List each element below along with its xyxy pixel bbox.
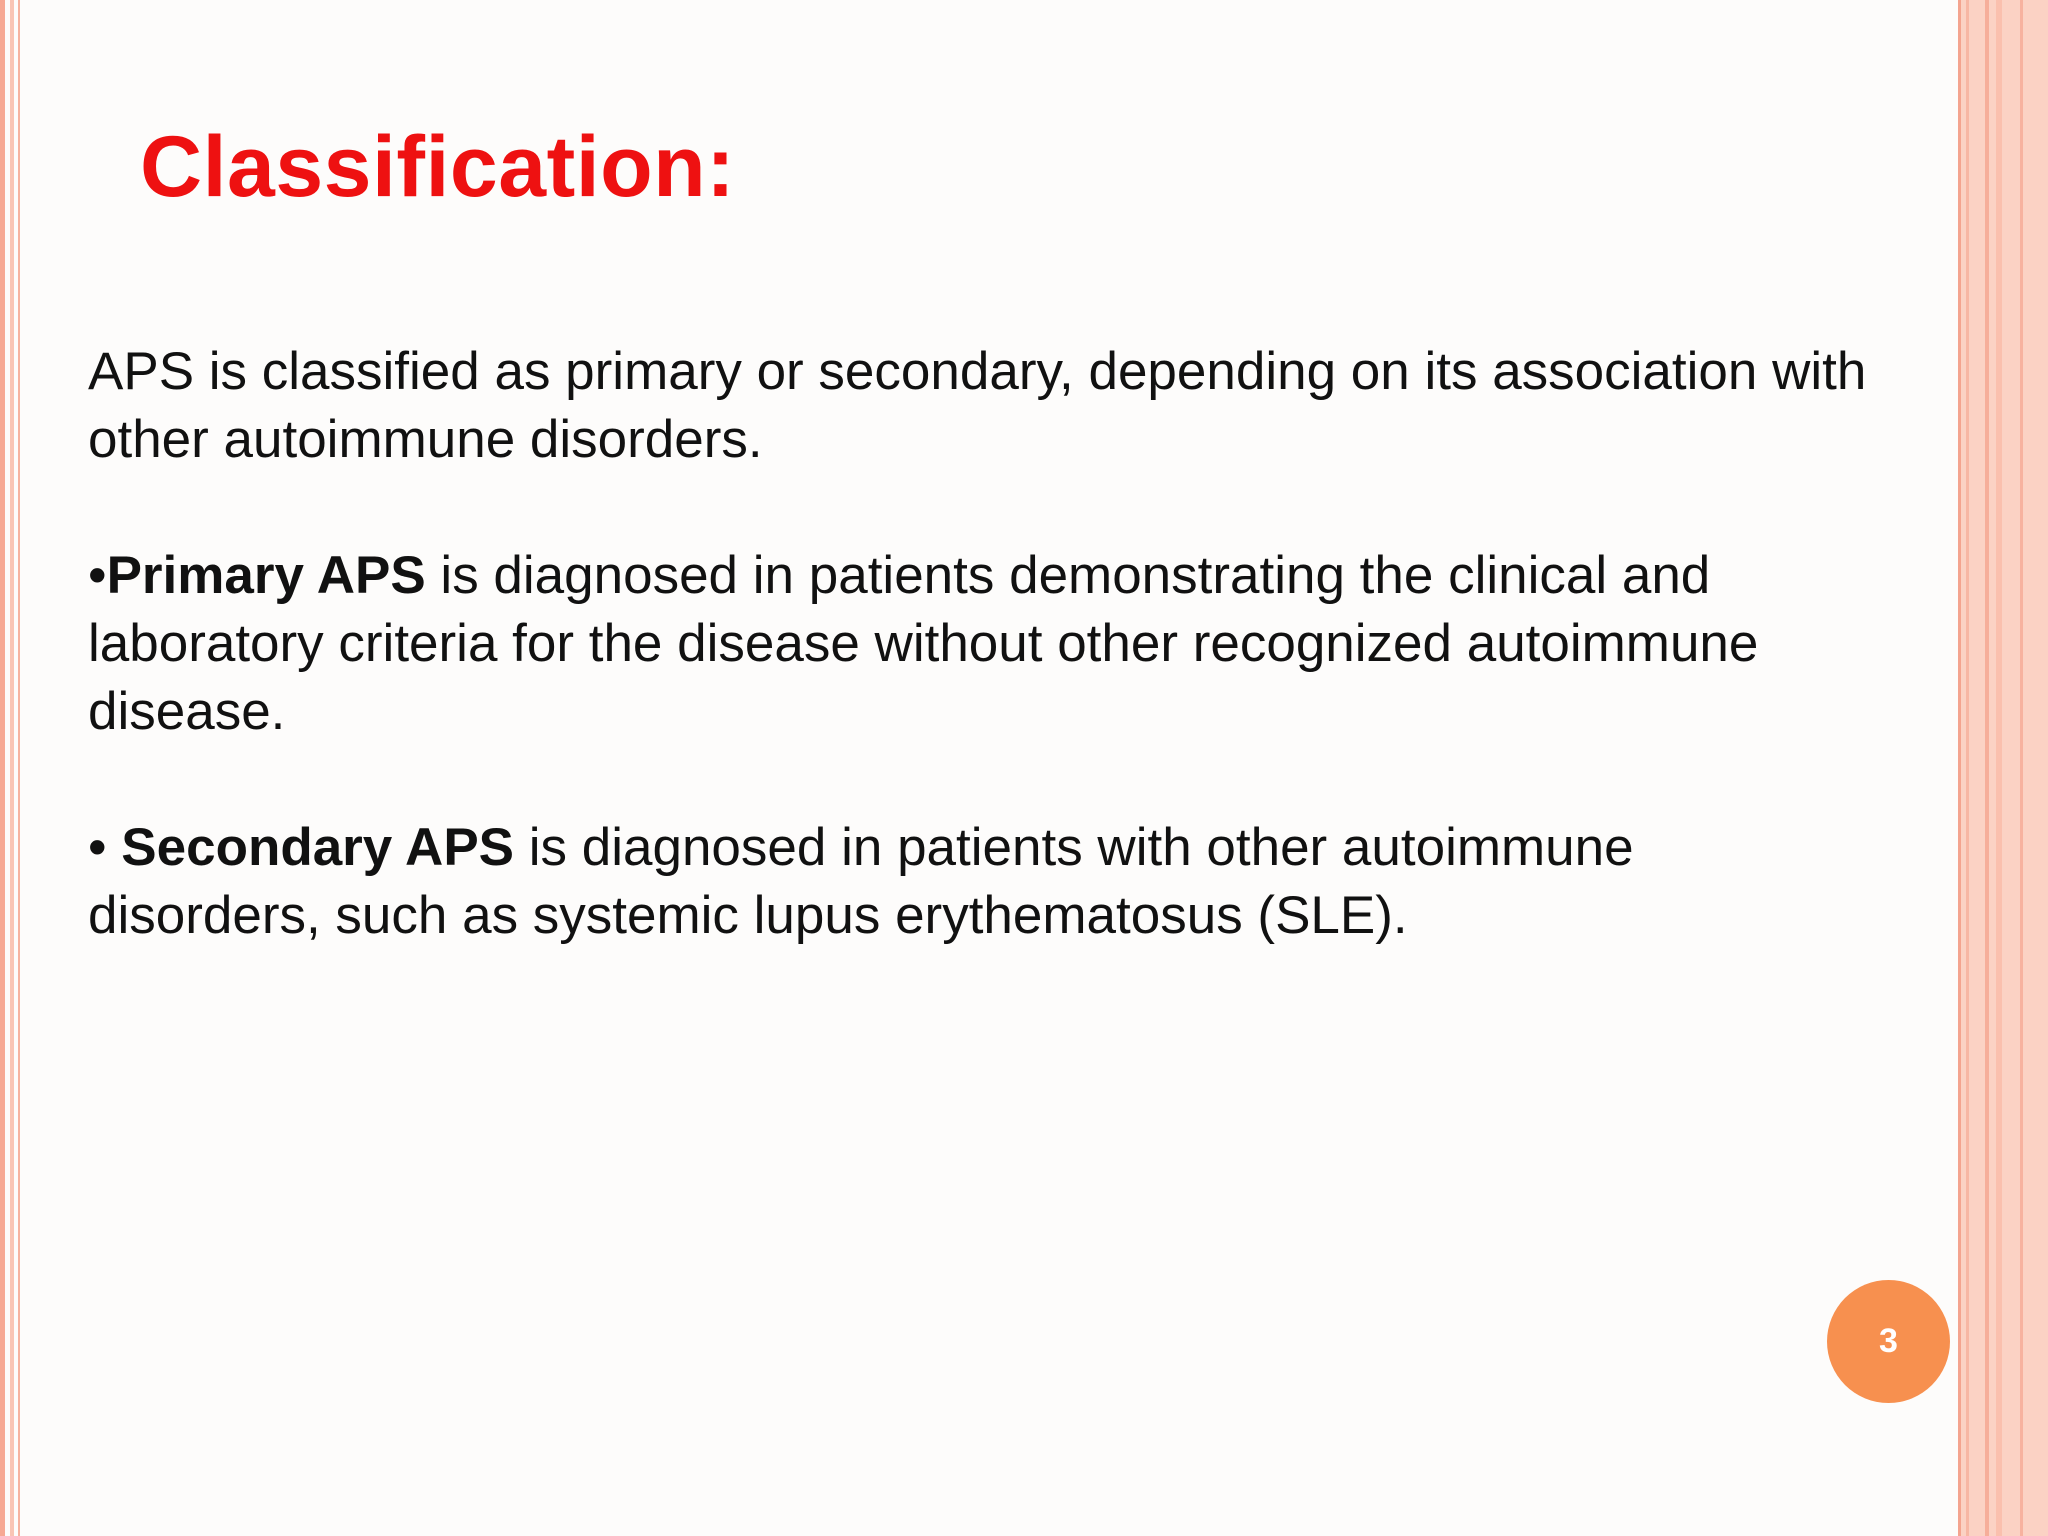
right-border-line — [2020, 0, 2023, 1536]
right-border-line — [1958, 0, 1961, 1536]
primary-aps-text: is diagnosed in patients demonstrating the clinical and laboratory criteria for the disease without other recognized autoimmune disease. — [88, 546, 1759, 741]
bullet: • — [88, 546, 107, 605]
slide-body — [88, 338, 1868, 950]
left-border-line — [10, 0, 14, 1536]
right-border-line — [1985, 0, 1989, 1536]
right-border-band — [1958, 0, 2048, 1536]
primary-aps-term: Primary APS — [106, 546, 426, 605]
right-border-line — [1966, 0, 1969, 1536]
secondary-aps-paragraph — [88, 814, 1868, 950]
bullet: • — [88, 818, 122, 877]
intro-paragraph: APS is classified as primary or secondary, depending on its association with other autoimmune disorders. — [88, 342, 1867, 469]
primary-aps-paragraph — [88, 542, 1868, 746]
page-number-badge: 3 — [1827, 1280, 1950, 1403]
left-border-line — [18, 0, 20, 1536]
right-border-line — [1996, 0, 2002, 1536]
secondary-aps-term: Secondary APS — [121, 818, 515, 877]
left-border-line — [0, 0, 5, 1536]
slide-title: Classification: — [140, 119, 736, 215]
secondary-aps-text: is diagnosed in patients with other autoimmune disorders, such as systemic lupus erythematosus (SLE). — [88, 818, 1634, 945]
